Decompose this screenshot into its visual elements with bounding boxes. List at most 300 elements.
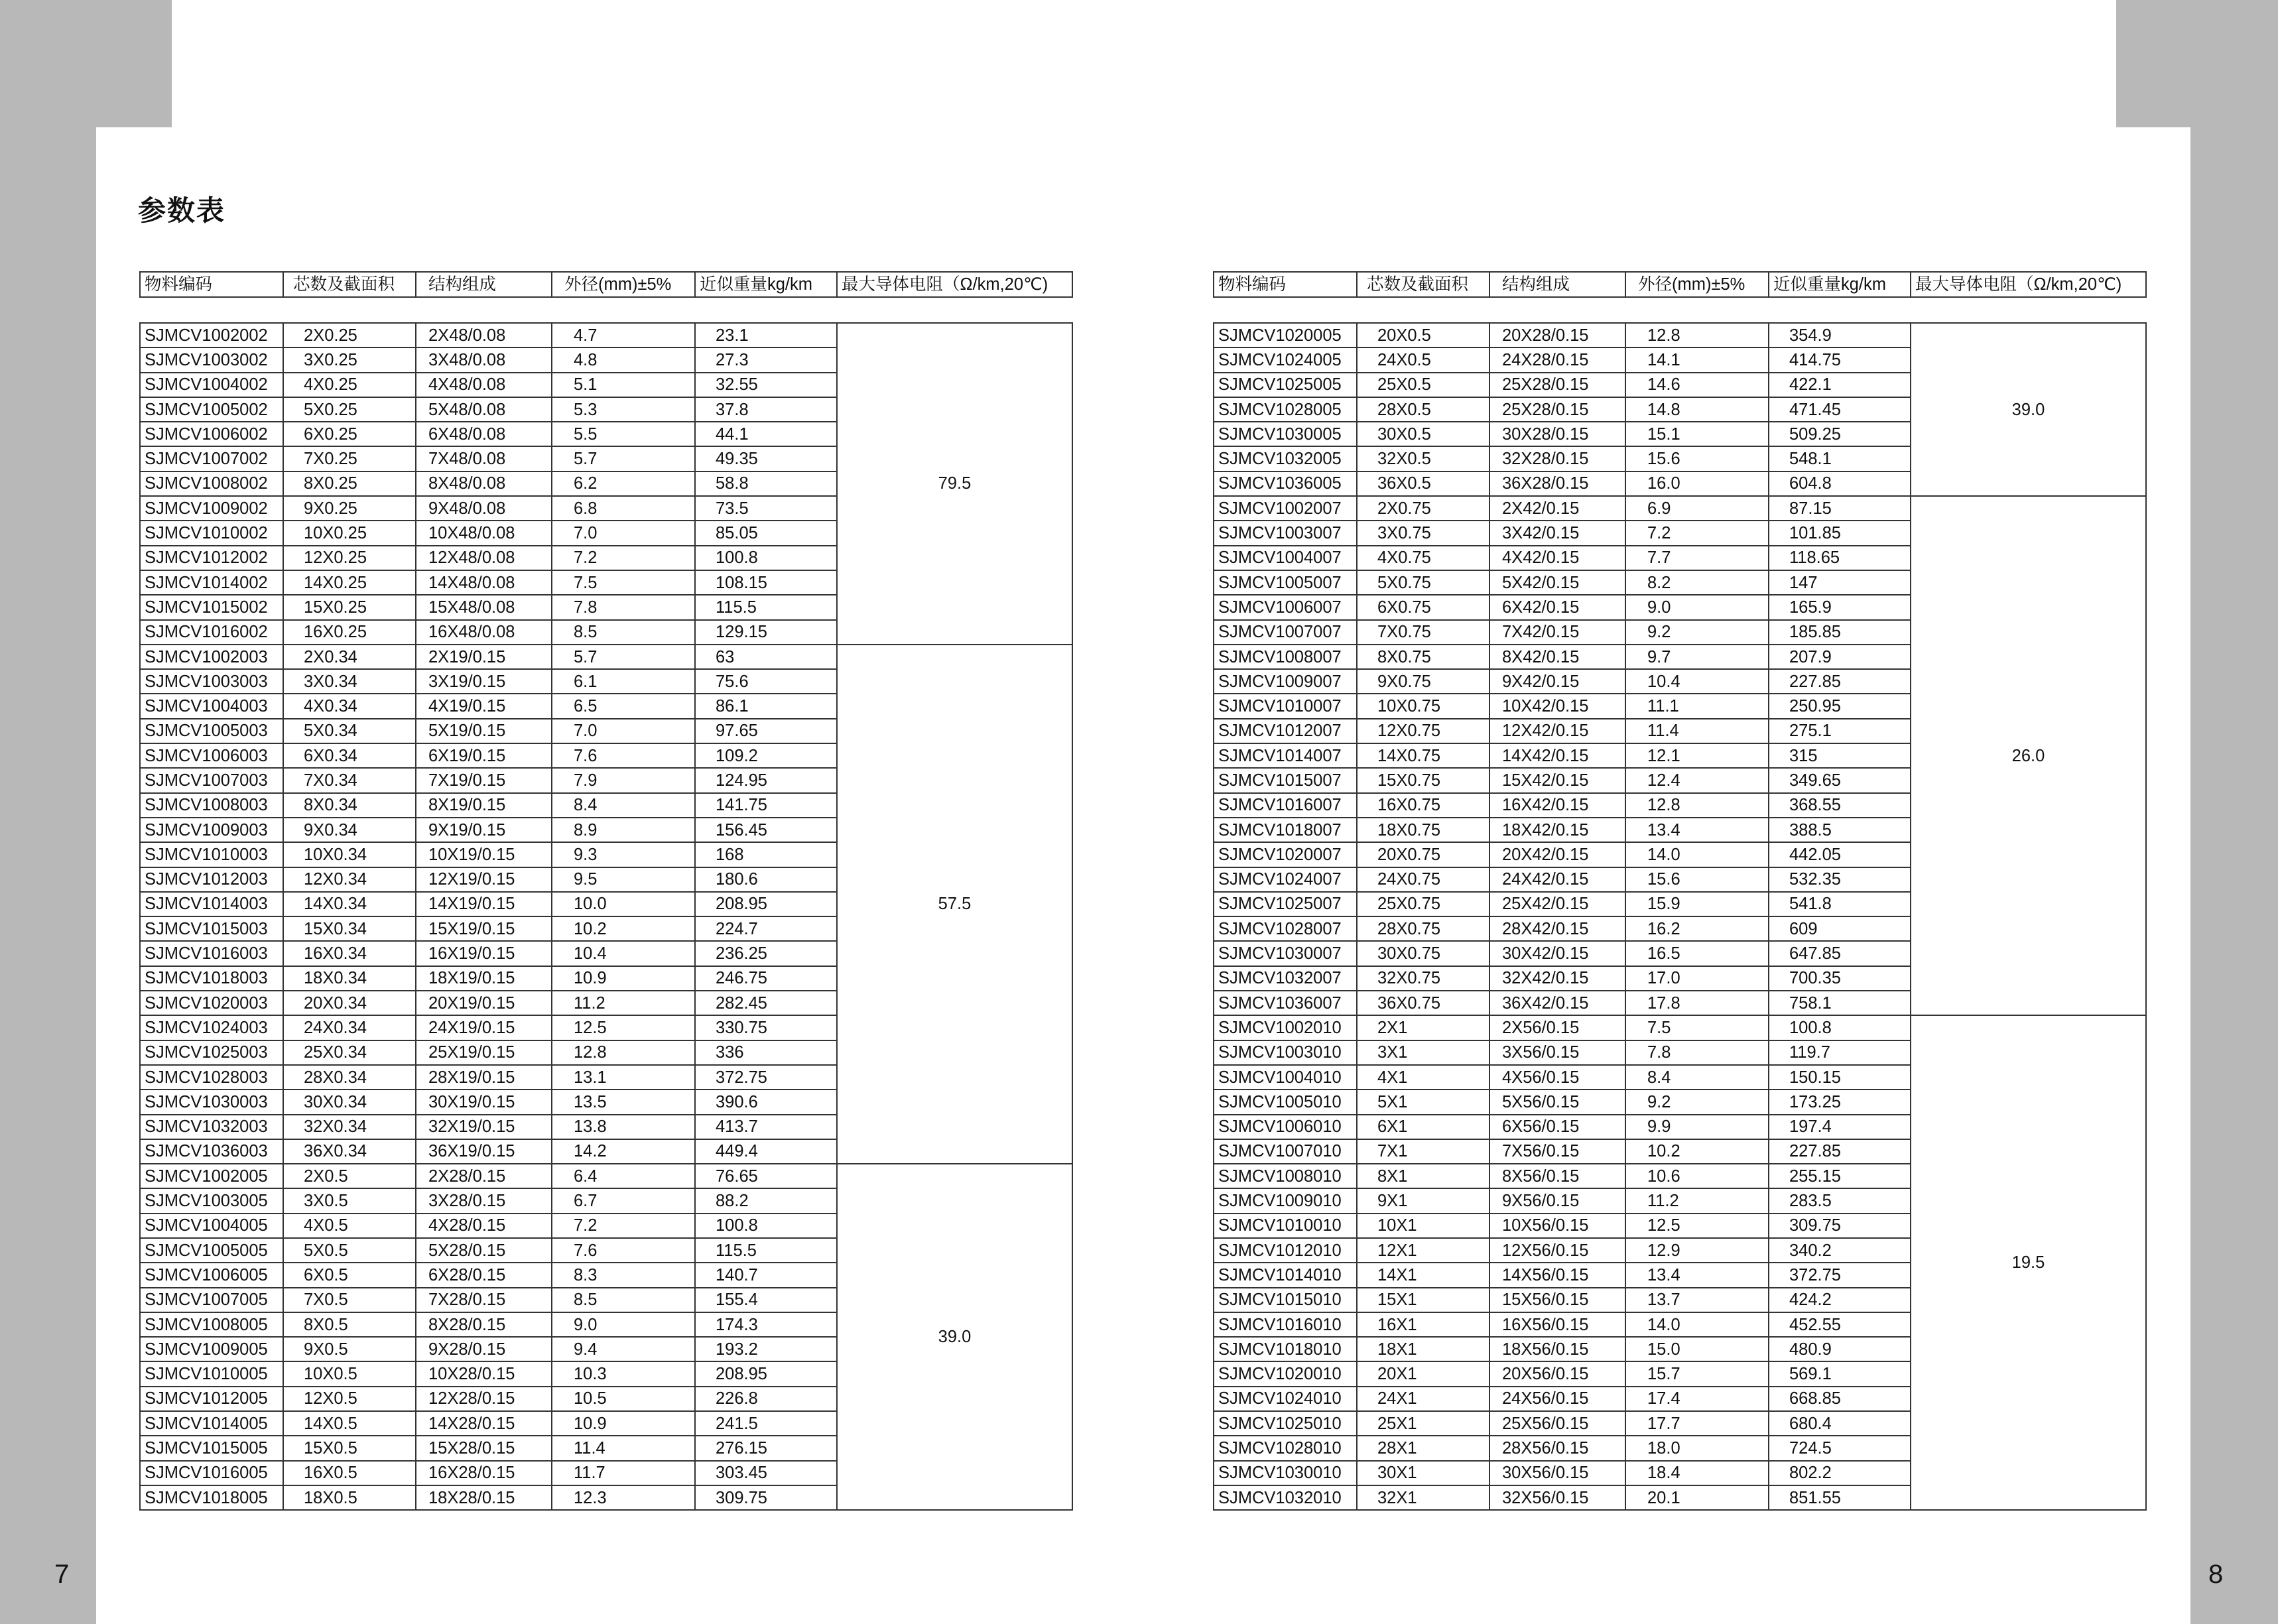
material-code-cell: SJMCV1007010 [1214, 1139, 1357, 1164]
cores-area-cell: 18X1 [1357, 1337, 1489, 1361]
weight-cell: 315 [1769, 743, 1911, 768]
weight-cell: 246.75 [695, 966, 837, 991]
material-code-cell: SJMCV1015003 [140, 916, 283, 941]
outer-diameter-cell: 6.1 [552, 669, 695, 694]
weight-cell: 193.2 [695, 1337, 837, 1361]
outer-diameter-cell: 10.9 [552, 966, 695, 991]
structure-cell: 15X48/0.08 [416, 595, 552, 619]
outer-diameter-cell: 15.9 [1625, 892, 1769, 916]
outer-diameter-cell: 15.1 [1625, 422, 1769, 446]
structure-cell: 6X42/0.15 [1489, 595, 1625, 619]
outer-diameter-cell: 8.9 [552, 818, 695, 842]
outer-diameter-cell: 11.2 [1625, 1188, 1769, 1213]
cores-area-cell: 5X0.5 [283, 1238, 416, 1263]
material-code-cell: SJMCV1024010 [1214, 1387, 1357, 1411]
header-weight: 近似重量kg/km [1769, 272, 1911, 297]
material-code-cell: SJMCV1024007 [1214, 867, 1357, 892]
header-outer-diameter: 外径(mm)±5% [1625, 272, 1769, 297]
header-material-code: 物料编码 [1214, 272, 1357, 297]
material-code-cell: SJMCV1032003 [140, 1115, 283, 1139]
weight-cell: 668.85 [1769, 1387, 1911, 1411]
weight-cell: 368.55 [1769, 793, 1911, 818]
cores-area-cell: 12X0.25 [283, 546, 416, 570]
cores-area-cell: 36X0.5 [1357, 471, 1489, 496]
cores-area-cell: 4X0.25 [283, 373, 416, 397]
material-code-cell: SJMCV1012005 [140, 1387, 283, 1411]
weight-cell: 37.8 [695, 397, 837, 422]
structure-cell: 12X56/0.15 [1489, 1238, 1625, 1263]
table-row [140, 323, 1072, 347]
material-code-cell: SJMCV1010002 [140, 521, 283, 545]
structure-cell: 15X42/0.15 [1489, 768, 1625, 792]
structure-cell: 24X28/0.15 [1489, 347, 1625, 372]
right-parameter-table [1213, 322, 2147, 1511]
material-code-cell: SJMCV1002010 [1214, 1015, 1357, 1040]
weight-cell: 97.65 [695, 719, 837, 743]
structure-cell: 7X48/0.08 [416, 446, 552, 471]
weight-cell: 63 [695, 645, 837, 669]
weight-cell: 168 [695, 842, 837, 867]
outer-diameter-cell: 7.5 [1625, 1015, 1769, 1040]
structure-cell: 18X56/0.15 [1489, 1337, 1625, 1361]
cores-area-cell: 5X0.34 [283, 719, 416, 743]
cores-area-cell: 20X0.34 [283, 991, 416, 1015]
material-code-cell: SJMCV1014002 [140, 570, 283, 595]
outer-diameter-cell: 6.5 [552, 694, 695, 718]
weight-cell: 255.15 [1769, 1164, 1911, 1188]
outer-diameter-cell: 9.2 [1625, 1090, 1769, 1114]
outer-diameter-cell: 7.2 [552, 1214, 695, 1238]
weight-cell: 336 [695, 1040, 837, 1065]
header-resistance: 最大导体电阻（Ω/km,20℃) [1911, 272, 2146, 297]
cores-area-cell: 36X0.75 [1357, 991, 1489, 1015]
outer-diameter-cell: 7.7 [1625, 546, 1769, 570]
material-code-cell: SJMCV1018010 [1214, 1337, 1357, 1361]
outer-diameter-cell: 14.6 [1625, 373, 1769, 397]
weight-cell: 647.85 [1769, 941, 1911, 966]
weight-cell: 140.7 [695, 1263, 837, 1287]
material-code-cell: SJMCV1007007 [1214, 620, 1357, 645]
cores-area-cell: 7X0.75 [1357, 620, 1489, 645]
cores-area-cell: 10X0.75 [1357, 694, 1489, 718]
outer-diameter-cell: 7.0 [552, 521, 695, 545]
outer-diameter-cell: 12.8 [1625, 793, 1769, 818]
material-code-cell: SJMCV1028007 [1214, 916, 1357, 941]
material-code-cell: SJMCV1016003 [140, 941, 283, 966]
material-code-cell: SJMCV1010005 [140, 1361, 283, 1386]
weight-cell: 758.1 [1769, 991, 1911, 1015]
header-weight: 近似重量kg/km [695, 272, 837, 297]
weight-cell: 236.25 [695, 941, 837, 966]
outer-diameter-cell: 9.0 [552, 1312, 695, 1337]
weight-cell: 227.85 [1769, 1139, 1911, 1164]
cores-area-cell: 16X0.25 [283, 620, 416, 645]
outer-diameter-cell: 17.0 [1625, 966, 1769, 991]
weight-cell: 609 [1769, 916, 1911, 941]
material-code-cell: SJMCV1004010 [1214, 1065, 1357, 1090]
outer-diameter-cell: 8.4 [552, 793, 695, 818]
weight-cell: 700.35 [1769, 966, 1911, 991]
weight-cell: 283.5 [1769, 1188, 1911, 1213]
structure-cell: 16X56/0.15 [1489, 1312, 1625, 1337]
outer-diameter-cell: 15.7 [1625, 1361, 1769, 1386]
structure-cell: 2X48/0.08 [416, 323, 552, 347]
cores-area-cell: 9X0.34 [283, 818, 416, 842]
resistance-cell: 39.0 [1911, 323, 2146, 496]
weight-cell: 424.2 [1769, 1288, 1911, 1312]
material-code-cell: SJMCV1006003 [140, 743, 283, 768]
weight-cell: 208.95 [695, 892, 837, 916]
header-cores-area: 芯数及截面积 [1357, 272, 1489, 297]
structure-cell: 7X42/0.15 [1489, 620, 1625, 645]
outer-diameter-cell: 11.4 [552, 1436, 695, 1460]
outer-diameter-cell: 7.5 [552, 570, 695, 595]
material-code-cell: SJMCV1003007 [1214, 521, 1357, 545]
structure-cell: 3X19/0.15 [416, 669, 552, 694]
structure-cell: 6X19/0.15 [416, 743, 552, 768]
outer-diameter-cell: 7.6 [552, 743, 695, 768]
outer-diameter-cell: 8.5 [552, 1288, 695, 1312]
material-code-cell: SJMCV1020003 [140, 991, 283, 1015]
material-code-cell: SJMCV1016007 [1214, 793, 1357, 818]
cores-area-cell: 18X0.5 [283, 1485, 416, 1510]
weight-cell: 100.8 [695, 546, 837, 570]
structure-cell: 14X48/0.08 [416, 570, 552, 595]
material-code-cell: SJMCV1005003 [140, 719, 283, 743]
weight-cell: 309.75 [695, 1485, 837, 1510]
cores-area-cell: 10X0.34 [283, 842, 416, 867]
resistance-cell: 79.5 [837, 323, 1072, 645]
header-structure: 结构组成 [1489, 272, 1625, 297]
weight-cell: 101.85 [1769, 521, 1911, 545]
cores-area-cell: 32X0.34 [283, 1115, 416, 1139]
outer-diameter-cell: 7.9 [552, 768, 695, 792]
structure-cell: 9X19/0.15 [416, 818, 552, 842]
material-code-cell: SJMCV1006002 [140, 422, 283, 446]
outer-diameter-cell: 6.7 [552, 1188, 695, 1213]
structure-cell: 30X56/0.15 [1489, 1461, 1625, 1485]
material-code-cell: SJMCV1008005 [140, 1312, 283, 1337]
structure-cell: 16X48/0.08 [416, 620, 552, 645]
outer-diameter-cell: 8.3 [552, 1263, 695, 1287]
structure-cell: 9X42/0.15 [1489, 669, 1625, 694]
cores-area-cell: 18X0.75 [1357, 818, 1489, 842]
material-code-cell: SJMCV1002003 [140, 645, 283, 669]
structure-cell: 24X42/0.15 [1489, 867, 1625, 892]
cores-area-cell: 16X0.34 [283, 941, 416, 966]
weight-cell: 155.4 [695, 1288, 837, 1312]
outer-diameter-cell: 15.0 [1625, 1337, 1769, 1361]
cores-area-cell: 5X0.75 [1357, 570, 1489, 595]
cores-area-cell: 15X0.5 [283, 1436, 416, 1460]
weight-cell: 150.15 [1769, 1065, 1911, 1090]
material-code-cell: SJMCV1016010 [1214, 1312, 1357, 1337]
cores-area-cell: 25X1 [1357, 1411, 1489, 1436]
structure-cell: 2X28/0.15 [416, 1164, 552, 1188]
material-code-cell: SJMCV1015007 [1214, 768, 1357, 792]
weight-cell: 141.75 [695, 793, 837, 818]
structure-cell: 4X19/0.15 [416, 694, 552, 718]
header-structure: 结构组成 [416, 272, 552, 297]
cores-area-cell: 30X0.34 [283, 1090, 416, 1114]
cores-area-cell: 3X1 [1357, 1040, 1489, 1065]
cores-area-cell: 3X0.75 [1357, 521, 1489, 545]
structure-cell: 28X56/0.15 [1489, 1436, 1625, 1460]
outer-diameter-cell: 18.0 [1625, 1436, 1769, 1460]
outer-diameter-cell: 14.1 [1625, 347, 1769, 372]
weight-cell: 185.85 [1769, 620, 1911, 645]
weight-cell: 851.55 [1769, 1485, 1911, 1510]
weight-cell: 32.55 [695, 373, 837, 397]
material-code-cell: SJMCV1008002 [140, 471, 283, 496]
outer-diameter-cell: 11.4 [1625, 719, 1769, 743]
outer-diameter-cell: 9.7 [1625, 645, 1769, 669]
structure-cell: 14X56/0.15 [1489, 1263, 1625, 1287]
material-code-cell: SJMCV1028003 [140, 1065, 283, 1090]
weight-cell: 88.2 [695, 1188, 837, 1213]
cores-area-cell: 24X1 [1357, 1387, 1489, 1411]
weight-cell: 207.9 [1769, 645, 1911, 669]
weight-cell: 129.15 [695, 620, 837, 645]
table-row [140, 1164, 1072, 1188]
cores-area-cell: 32X0.5 [1357, 446, 1489, 471]
outer-diameter-cell: 12.5 [1625, 1214, 1769, 1238]
structure-cell: 16X28/0.15 [416, 1461, 552, 1485]
weight-cell: 372.75 [1769, 1263, 1911, 1287]
weight-cell: 354.9 [1769, 323, 1911, 347]
material-code-cell: SJMCV1015005 [140, 1436, 283, 1460]
weight-cell: 275.1 [1769, 719, 1911, 743]
structure-cell: 18X42/0.15 [1489, 818, 1625, 842]
cores-area-cell: 4X1 [1357, 1065, 1489, 1090]
weight-cell: 330.75 [695, 1015, 837, 1040]
weight-cell: 100.8 [1769, 1015, 1911, 1040]
outer-diameter-cell: 10.0 [552, 892, 695, 916]
material-code-cell: SJMCV1036005 [1214, 471, 1357, 496]
cores-area-cell: 24X0.5 [1357, 347, 1489, 372]
cores-area-cell: 30X0.75 [1357, 941, 1489, 966]
material-code-cell: SJMCV1012010 [1214, 1238, 1357, 1263]
cores-area-cell: 12X1 [1357, 1238, 1489, 1263]
weight-cell: 173.25 [1769, 1090, 1911, 1114]
cores-area-cell: 30X1 [1357, 1461, 1489, 1485]
material-code-cell: SJMCV1012007 [1214, 719, 1357, 743]
cores-area-cell: 15X1 [1357, 1288, 1489, 1312]
material-code-cell: SJMCV1025007 [1214, 892, 1357, 916]
header-material-code: 物料编码 [140, 272, 283, 297]
weight-cell: 197.4 [1769, 1115, 1911, 1139]
cores-area-cell: 10X1 [1357, 1214, 1489, 1238]
weight-cell: 452.55 [1769, 1312, 1911, 1337]
cores-area-cell: 14X1 [1357, 1263, 1489, 1287]
structure-cell: 16X19/0.15 [416, 941, 552, 966]
cores-area-cell: 6X0.25 [283, 422, 416, 446]
weight-cell: 44.1 [695, 422, 837, 446]
outer-diameter-cell: 7.8 [552, 595, 695, 619]
structure-cell: 15X19/0.15 [416, 916, 552, 941]
outer-diameter-cell: 20.1 [1625, 1485, 1769, 1510]
weight-cell: 340.2 [1769, 1238, 1911, 1263]
cores-area-cell: 8X0.75 [1357, 645, 1489, 669]
outer-diameter-cell: 7.2 [552, 546, 695, 570]
outer-diameter-cell: 13.5 [552, 1090, 695, 1114]
outer-diameter-cell: 7.0 [552, 719, 695, 743]
weight-cell: 100.8 [695, 1214, 837, 1238]
structure-cell: 20X19/0.15 [416, 991, 552, 1015]
cores-area-cell: 12X0.75 [1357, 719, 1489, 743]
cores-area-cell: 6X0.34 [283, 743, 416, 768]
material-code-cell: SJMCV1008003 [140, 793, 283, 818]
material-code-cell: SJMCV1009005 [140, 1337, 283, 1361]
structure-cell: 12X19/0.15 [416, 867, 552, 892]
weight-cell: 309.75 [1769, 1214, 1911, 1238]
cores-area-cell: 12X0.5 [283, 1387, 416, 1411]
page-number-right: 8 [2208, 1560, 2224, 1589]
weight-cell: 680.4 [1769, 1411, 1911, 1436]
outer-diameter-cell: 13.1 [552, 1065, 695, 1090]
material-code-cell: SJMCV1014003 [140, 892, 283, 916]
outer-diameter-cell: 13.8 [552, 1115, 695, 1139]
structure-cell: 14X28/0.15 [416, 1411, 552, 1436]
cores-area-cell: 28X0.75 [1357, 916, 1489, 941]
outer-diameter-cell: 17.8 [1625, 991, 1769, 1015]
material-code-cell: SJMCV1007003 [140, 768, 283, 792]
weight-cell: 569.1 [1769, 1361, 1911, 1386]
material-code-cell: SJMCV1004003 [140, 694, 283, 718]
structure-cell: 30X28/0.15 [1489, 422, 1625, 446]
structure-cell: 20X28/0.15 [1489, 323, 1625, 347]
structure-cell: 5X56/0.15 [1489, 1090, 1625, 1114]
right-top-tab [2116, 0, 2278, 127]
material-code-cell: SJMCV1036007 [1214, 991, 1357, 1015]
cores-area-cell: 8X0.34 [283, 793, 416, 818]
material-code-cell: SJMCV1032010 [1214, 1485, 1357, 1510]
outer-diameter-cell: 16.2 [1625, 916, 1769, 941]
cores-area-cell: 15X0.25 [283, 595, 416, 619]
material-code-cell: SJMCV1009010 [1214, 1188, 1357, 1213]
weight-cell: 442.05 [1769, 842, 1911, 867]
outer-diameter-cell: 15.6 [1625, 867, 1769, 892]
structure-cell: 32X19/0.15 [416, 1115, 552, 1139]
cores-area-cell: 14X0.75 [1357, 743, 1489, 768]
weight-cell: 118.65 [1769, 546, 1911, 570]
resistance-cell: 19.5 [1911, 1015, 2146, 1510]
weight-cell: 413.7 [695, 1115, 837, 1139]
weight-cell: 349.65 [1769, 768, 1911, 792]
outer-diameter-cell: 12.4 [1625, 768, 1769, 792]
left-header-table [139, 271, 1073, 298]
table-row [140, 645, 1072, 669]
weight-cell: 75.6 [695, 669, 837, 694]
structure-cell: 7X28/0.15 [416, 1288, 552, 1312]
right-header-table [1213, 271, 2147, 298]
material-code-cell: SJMCV1002002 [140, 323, 283, 347]
material-code-cell: SJMCV1030010 [1214, 1461, 1357, 1485]
material-code-cell: SJMCV1004005 [140, 1214, 283, 1238]
weight-cell: 119.7 [1769, 1040, 1911, 1065]
table-row [1214, 323, 2146, 347]
cores-area-cell: 28X0.34 [283, 1065, 416, 1090]
outer-diameter-cell: 11.1 [1625, 694, 1769, 718]
outer-diameter-cell: 7.2 [1625, 521, 1769, 545]
outer-diameter-cell: 10.3 [552, 1361, 695, 1386]
outer-diameter-cell: 12.1 [1625, 743, 1769, 768]
material-code-cell: SJMCV1009003 [140, 818, 283, 842]
weight-cell: 282.45 [695, 991, 837, 1015]
structure-cell: 8X48/0.08 [416, 471, 552, 496]
outer-diameter-cell: 10.9 [552, 1411, 695, 1436]
resistance-cell: 39.0 [837, 1164, 1072, 1510]
outer-diameter-cell: 14.2 [552, 1139, 695, 1164]
cores-area-cell: 2X0.25 [283, 323, 416, 347]
material-code-cell: SJMCV1018003 [140, 966, 283, 991]
weight-cell: 449.4 [695, 1139, 837, 1164]
cores-area-cell: 9X0.75 [1357, 669, 1489, 694]
outer-diameter-cell: 15.6 [1625, 446, 1769, 471]
cores-area-cell: 9X1 [1357, 1188, 1489, 1213]
material-code-cell: SJMCV1028010 [1214, 1436, 1357, 1460]
cores-area-cell: 20X0.75 [1357, 842, 1489, 867]
material-code-cell: SJMCV1004007 [1214, 546, 1357, 570]
cores-area-cell: 14X0.25 [283, 570, 416, 595]
cores-area-cell: 6X0.75 [1357, 595, 1489, 619]
structure-cell: 3X28/0.15 [416, 1188, 552, 1213]
header-outer-diameter: 外径(mm)±5% [552, 272, 695, 297]
weight-cell: 76.65 [695, 1164, 837, 1188]
page-number-left: 7 [54, 1560, 70, 1589]
material-code-cell: SJMCV1003010 [1214, 1040, 1357, 1065]
cores-area-cell: 36X0.34 [283, 1139, 416, 1164]
outer-diameter-cell: 12.8 [1625, 323, 1769, 347]
material-code-cell: SJMCV1014007 [1214, 743, 1357, 768]
material-code-cell: SJMCV1010003 [140, 842, 283, 867]
structure-cell: 18X28/0.15 [416, 1485, 552, 1510]
material-code-cell: SJMCV1010010 [1214, 1214, 1357, 1238]
outer-diameter-cell: 8.4 [1625, 1065, 1769, 1090]
cores-area-cell: 14X0.5 [283, 1411, 416, 1436]
material-code-cell: SJMCV1009007 [1214, 669, 1357, 694]
weight-cell: 180.6 [695, 867, 837, 892]
outer-diameter-cell: 7.8 [1625, 1040, 1769, 1065]
left-margin-bar-lower [10, 127, 96, 1624]
weight-cell: 604.8 [1769, 471, 1911, 496]
cores-area-cell: 16X0.75 [1357, 793, 1489, 818]
outer-diameter-cell: 9.3 [552, 842, 695, 867]
weight-cell: 532.35 [1769, 867, 1911, 892]
material-code-cell: SJMCV1006010 [1214, 1115, 1357, 1139]
weight-cell: 208.95 [695, 1361, 837, 1386]
structure-cell: 3X56/0.15 [1489, 1040, 1625, 1065]
right-margin-bar [2190, 127, 2278, 1624]
material-code-cell: SJMCV1005002 [140, 397, 283, 422]
outer-diameter-cell: 8.5 [552, 620, 695, 645]
material-code-cell: SJMCV1032005 [1214, 446, 1357, 471]
weight-cell: 541.8 [1769, 892, 1911, 916]
outer-diameter-cell: 17.4 [1625, 1387, 1769, 1411]
outer-diameter-cell: 10.5 [552, 1387, 695, 1411]
structure-cell: 25X28/0.15 [1489, 397, 1625, 422]
structure-cell: 28X42/0.15 [1489, 916, 1625, 941]
structure-cell: 8X19/0.15 [416, 793, 552, 818]
structure-cell: 28X19/0.15 [416, 1065, 552, 1090]
structure-cell: 30X19/0.15 [416, 1090, 552, 1114]
structure-cell: 5X19/0.15 [416, 719, 552, 743]
outer-diameter-cell: 14.8 [1625, 397, 1769, 422]
outer-diameter-cell: 16.5 [1625, 941, 1769, 966]
cores-area-cell: 32X1 [1357, 1485, 1489, 1510]
cores-area-cell: 32X0.75 [1357, 966, 1489, 991]
outer-diameter-cell: 17.7 [1625, 1411, 1769, 1436]
